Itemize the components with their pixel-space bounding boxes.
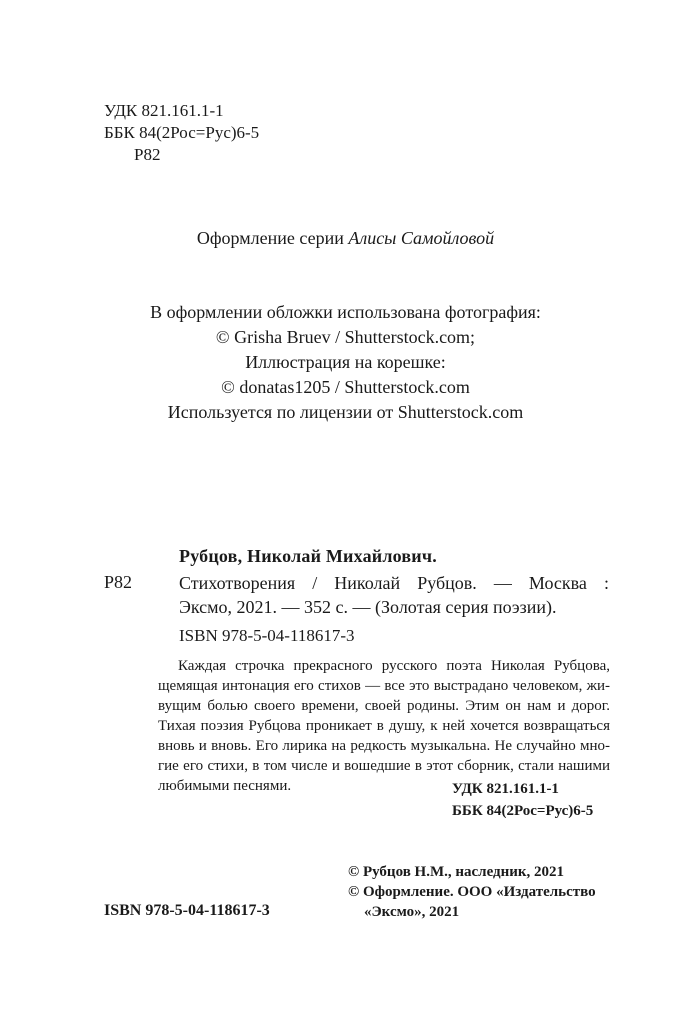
- annotation-line: Каждая строчка прекрасного русского поэта Николая Рубцова,: [178, 658, 610, 674]
- isbn-bottom: ISBN 978-5-04-118617-3: [104, 902, 270, 919]
- annotation-line: вновь и вновь. Его лирика на редкость музыкальна. Не случайно мно-: [158, 738, 610, 754]
- series-design-credit: [0, 228, 691, 249]
- top-classification-codes: [104, 100, 259, 166]
- annotation-line: гие его стихи, в том числе и вошедшие в этот сборник, стали нашими: [158, 758, 610, 774]
- bbk-code: ББК 84(2Рос=Рус)6-5: [452, 803, 594, 819]
- series-designer-name: Алисы Самойловой: [348, 228, 495, 248]
- annotation-line: щемящая интонация его стихов — все это выстрадано человеком, жи-: [158, 678, 610, 694]
- annotation: [158, 656, 610, 796]
- copyright-block: [348, 862, 596, 922]
- series-design-prefix: Оформление серии: [196, 228, 349, 248]
- bbk-code: ББК 84(2Рос=Рус)6-5: [104, 123, 260, 142]
- photo-credit-line: Иллюстрация на корешке:: [245, 352, 446, 372]
- author-mark: Р82: [134, 145, 161, 164]
- photo-credit-line: © Grisha Bruev / Shutterstock.com;: [215, 327, 476, 347]
- photo-credit-line: В оформлении обложки использована фотография:: [150, 302, 541, 322]
- photo-credits: [0, 300, 691, 425]
- bottom-classification-codes: [452, 778, 593, 822]
- catalog-author-mark: Р82: [104, 572, 133, 592]
- photo-credit-line: © donatas1205 / Shutterstock.com: [221, 377, 470, 397]
- udk-code: УДК 821.161.1-1: [452, 781, 559, 797]
- annotation-line: вущим болью своего времени, своей родины. Этим он нам и дорог.: [158, 698, 610, 714]
- copyright-line: «Эксмо», 2021: [364, 904, 460, 920]
- photo-credit-line: Используется по лицензии от Shutterstock.com: [167, 402, 524, 422]
- catalog-isbn: ISBN 978-5-04-118617-3: [179, 626, 355, 645]
- copyright-line: © Оформление. ООО «Издательство: [348, 884, 596, 900]
- catalog-description-line: Стихотворения / Николай Рубцов. — Москва :: [179, 573, 609, 593]
- catalog-author: Рубцов, Николай Михайлович.: [179, 546, 437, 566]
- udk-code: УДК 821.161.1-1: [104, 101, 224, 120]
- catalog-description-line: Эксмо, 2021. — 352 с. — (Золотая серия поэзии).: [179, 597, 557, 617]
- annotation-line: Тихая поэзия Рубцова проникает в душу, к ней хочется возвращаться: [158, 718, 610, 734]
- catalog-description: [179, 571, 609, 619]
- copyright-line: © Рубцов Н.М., наследник, 2021: [348, 864, 565, 880]
- annotation-line: любимыми песнями.: [158, 778, 292, 794]
